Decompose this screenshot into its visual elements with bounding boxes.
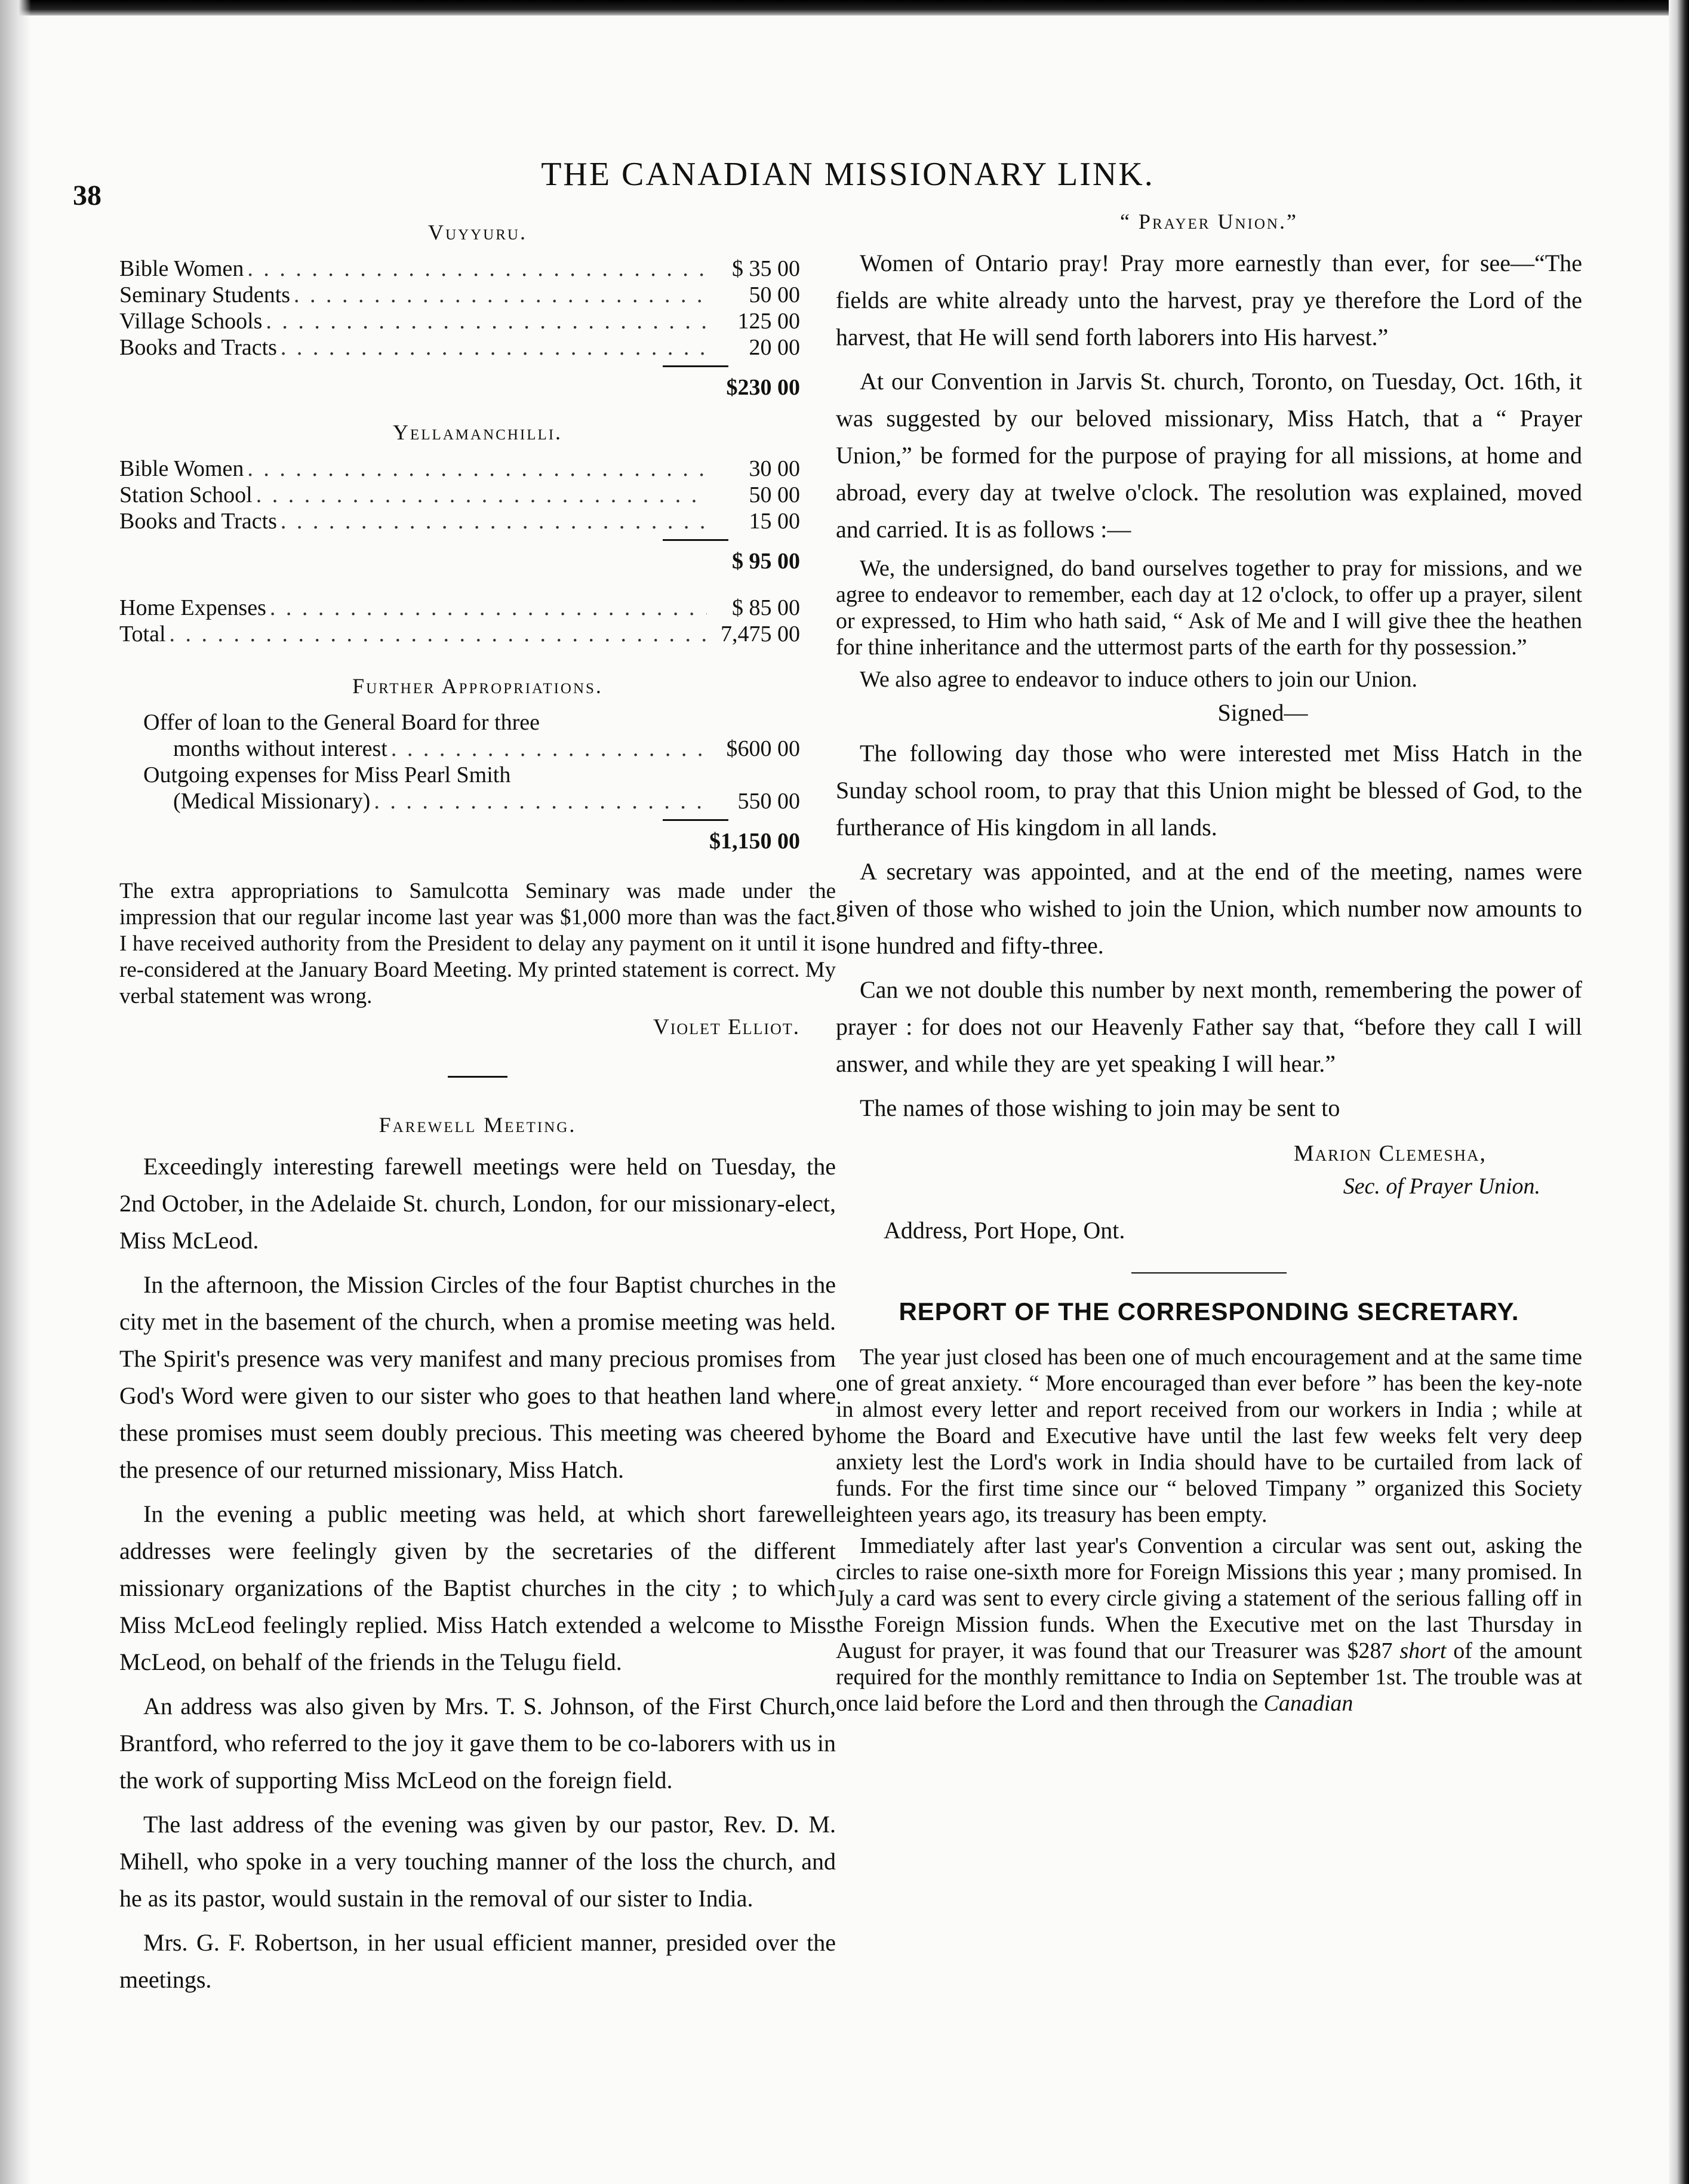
outgoing-line-1: Outgoing expenses for Miss Pearl Smith	[143, 762, 511, 788]
leader-dots	[256, 482, 707, 508]
paragraph: A secretary was appointed, and at the end of the meeting, names were given of those who wished to join the Union, which number now amounts to one hundred and fifty-three.	[836, 858, 1582, 959]
ledger-row	[119, 595, 836, 621]
loan-line-1: Offer of loan to the General Board for three	[143, 710, 540, 735]
ledger-row	[119, 621, 836, 647]
paragraph: The following day those who were interested met Miss Hatch in the Sunday school room, to pray that this Union might be blessed of God, to the furtherance of His kingdom in all lands.	[836, 740, 1582, 841]
paragraph: An address was also given by Mrs. T. S. Johnson, of the First Church, Brantford, who referred to the joy it gave them to be co-laborers with us in the work of supporting Miss McLeod on the foreign field.	[119, 1693, 836, 1794]
vuyyuru-ledger	[119, 256, 836, 361]
paragraph: Mrs. G. F. Robertson, in her usual efficient manner, presided over the meetings.	[119, 1929, 836, 1993]
sum-rule	[663, 539, 728, 541]
leader-dots	[281, 508, 707, 534]
paragraph: Women of Ontario pray! Pray more earnestly than ever, for see—“The fields are white already unto the harvest, pray ye therefore the Lord of the harvest, that He will send forth laborers into His harvest.”	[836, 250, 1582, 350]
scan-right-edge	[1669, 0, 1689, 2184]
ledger-label: Bible Women	[119, 256, 244, 281]
signed-line: Signed—	[1217, 699, 1308, 726]
ledger-row	[119, 334, 836, 361]
scan-top-edge	[0, 0, 1689, 16]
ledger-amount: 30 00	[749, 456, 800, 481]
paragraph: Can we not double this number by next month, remembering the power of prayer : for does not our Heavenly Father say that, “before they call I will answer, and while they are yet speaking I will hear.”	[836, 976, 1582, 1077]
ledger-amount: $ 85 00	[732, 595, 800, 620]
ledger-label: Books and Tracts	[119, 509, 277, 534]
ledger-amount: 7,475 00	[721, 622, 800, 647]
ledger-amount: 50 00	[749, 482, 800, 507]
ledger-label: Total	[119, 622, 166, 647]
leader-dots	[391, 736, 707, 762]
vuyyuru-total: $230 00	[726, 375, 800, 400]
ledger-label: Seminary Students	[119, 282, 291, 307]
leader-dots	[170, 621, 707, 647]
paragraph: We also agree to endeavor to induce others to join our Union.	[860, 667, 1418, 692]
ledger-amount: $600 00	[726, 736, 800, 761]
ledger-amount: 550 00	[737, 789, 800, 814]
further-total: $1,150 00	[709, 829, 800, 854]
ledger-amount: $ 35 00	[732, 256, 800, 281]
yellamanchilli-total: $ 95 00	[732, 549, 800, 574]
scan-left-edge	[0, 0, 31, 2184]
report-text-segment: Immediately after last year's Convention a circular was sent out, asking the circles to raise one-sixth more for Foreign Missions this year ; many promised. In July a card was sent to every circle giving a statement of the serious falling off in the Foreign Mission funds. When the Executive met on the last Thursday in August for prayer, it was found that our Treasurer was $287	[836, 1533, 1582, 1663]
leader-dots	[270, 595, 707, 621]
ledger-row	[119, 308, 836, 334]
report-text-segment: of the amount required for the monthly remittance to India on September 1st. The trouble was at once laid before the Lord and then through the	[836, 1638, 1583, 1716]
secretary-title: Sec. of Prayer Union.	[1343, 1174, 1540, 1199]
right-column	[836, 203, 1582, 1721]
prayer-union-continued	[836, 735, 1582, 1127]
ledger-row	[119, 456, 836, 482]
ledger-label: Station School	[119, 482, 253, 507]
paragraph: We, the undersigned, do band ourselves together to pray for missions, and we agree to endeavor to remember, each day at 12 o'clock, to offer up a prayer, silent or expressed, to Him who hath said, “ Ask of Me and I will give thee the heathen for thine inheritance and the uttermost parts of the earth for thy possession.”	[836, 556, 1582, 660]
sum-rule	[663, 819, 728, 821]
paragraph: At our Convention in Jarvis St. church, Toronto, on Tuesday, Oct. 16th, it was suggested by our beloved missionary, Miss Hatch, that a “ Prayer Union,” be formed for the purpose of praying for all missions, at home and abroad, every day at twelve o'clock. The resolution was explained, moved and carried. It is as follows :—	[836, 368, 1582, 543]
leader-dots	[266, 308, 707, 334]
leader-dots	[294, 282, 707, 308]
ledger-amount: 20 00	[749, 335, 800, 360]
paragraph: The last address of the evening was given by our pastor, Rev. D. M. Mihell, who spoke in a very touching manner of the loss the church, and he as its pastor, would sustain in the removal of our sister to India.	[119, 1811, 836, 1912]
farewell-heading: Farewell Meeting.	[379, 1113, 577, 1137]
page-number: 38	[73, 180, 101, 211]
paragraph: The names of those wishing to join may be sent to	[860, 1094, 1340, 1121]
paragraph: In the afternoon, the Mission Circles of the four Baptist churches in the city met in the basement of the church, when a promise meeting was held. The Spirit's presence was very manifest and many precious promises from God's Word were given to our sister who goes to that heathen land where these promises must seem doubly precious. This meeting was cheered by the presence of our returned missionary, Miss Hatch.	[119, 1271, 836, 1483]
ledger-label: Books and Tracts	[119, 335, 277, 360]
prayer-union-heading: “ Prayer Union.”	[1120, 210, 1298, 233]
yellamanchilli-heading: Yellamanchilli.	[392, 420, 563, 444]
paragraph: In the evening a public meeting was held, at which short farewell addresses were feelingly given by the secretaries of the different missionary organizations of the Baptist churches in the city ; to which Miss McLeod feelingly replied. Miss Hatch extended a welcome to Miss McLeod, on behalf of the friends in the Telugu field.	[119, 1500, 836, 1675]
yellamanchilli-ledger	[119, 456, 836, 534]
section-divider	[1131, 1272, 1287, 1274]
ledger-row	[119, 282, 836, 308]
treasurer-signature: Violet Elliot.	[653, 1015, 800, 1039]
vuyyuru-heading: Vuyyuru.	[428, 220, 527, 244]
report-italic-canadian: Canadian	[1263, 1691, 1353, 1716]
ledger-row	[119, 256, 836, 282]
ledger-label: months without interest	[173, 736, 387, 761]
ledger-row	[119, 788, 836, 814]
ledger-row	[119, 482, 836, 508]
paragraph	[836, 1533, 1582, 1717]
ledger-label: Village Schools	[119, 309, 263, 334]
sum-rule	[663, 365, 728, 367]
running-head: THE CANADIAN MISSIONARY LINK.	[541, 156, 1155, 193]
left-column	[119, 203, 836, 2005]
ledger-row	[119, 736, 836, 762]
report-heading: REPORT OF THE CORRESPONDING SECRETARY.	[899, 1297, 1519, 1325]
further-ledger	[119, 709, 836, 814]
treasurer-note: The extra appropriations to Samulcotta Seminary was made under the impression that our regular income last year was $1,000 more than was the fact. I have received authority from the President to delay any payment on it until it is re-considered at the January Board Meeting. My printed statement is correct. My verbal statement was wrong.	[119, 879, 836, 1008]
leader-dots	[374, 788, 707, 814]
farewell-article	[119, 1148, 836, 1998]
leader-dots	[247, 456, 707, 482]
ledger-label: Bible Women	[119, 456, 244, 481]
report-article	[836, 1344, 1582, 1717]
ledger-amount: 15 00	[749, 509, 800, 534]
further-heading: Further Appropriations.	[352, 674, 603, 698]
ledger-amount: 50 00	[749, 282, 800, 307]
leader-dots	[281, 334, 707, 361]
secretary-address: Address, Port Hope, Ont.	[884, 1217, 1125, 1244]
report-italic-short: short	[1399, 1638, 1447, 1663]
summary-ledger	[119, 595, 836, 647]
ledger-amount: 125 00	[737, 309, 800, 334]
prayer-union-article	[836, 245, 1582, 548]
leader-dots	[247, 256, 707, 282]
ledger-label: (Medical Missionary)	[173, 789, 371, 814]
ledger-row	[119, 508, 836, 534]
paragraph: The year just closed has been one of much encouragement and at the same time one of great anxiety. “ More encouraged than ever before ” has been the key-note in almost every letter and report received from our workers in India ; while at home the Board and Executive have until the last few weeks felt very deep anxiety lest the Lord's work in India should have to be curtailed from lack of funds. For the first time since our “ beloved Timpany ” organized this Society eighteen years ago, its treasury has been empty.	[836, 1345, 1582, 1527]
pledge-text	[836, 555, 1582, 693]
ledger-label: Home Expenses	[119, 595, 266, 620]
section-divider	[448, 1076, 507, 1078]
paragraph: Exceedingly interesting farewell meetings were held on Tuesday, the 2nd October, in the Adelaide St. church, London, for our missionary-elect, Miss McLeod.	[119, 1153, 836, 1254]
secretary-name: Marion Clemesha,	[1293, 1141, 1487, 1166]
